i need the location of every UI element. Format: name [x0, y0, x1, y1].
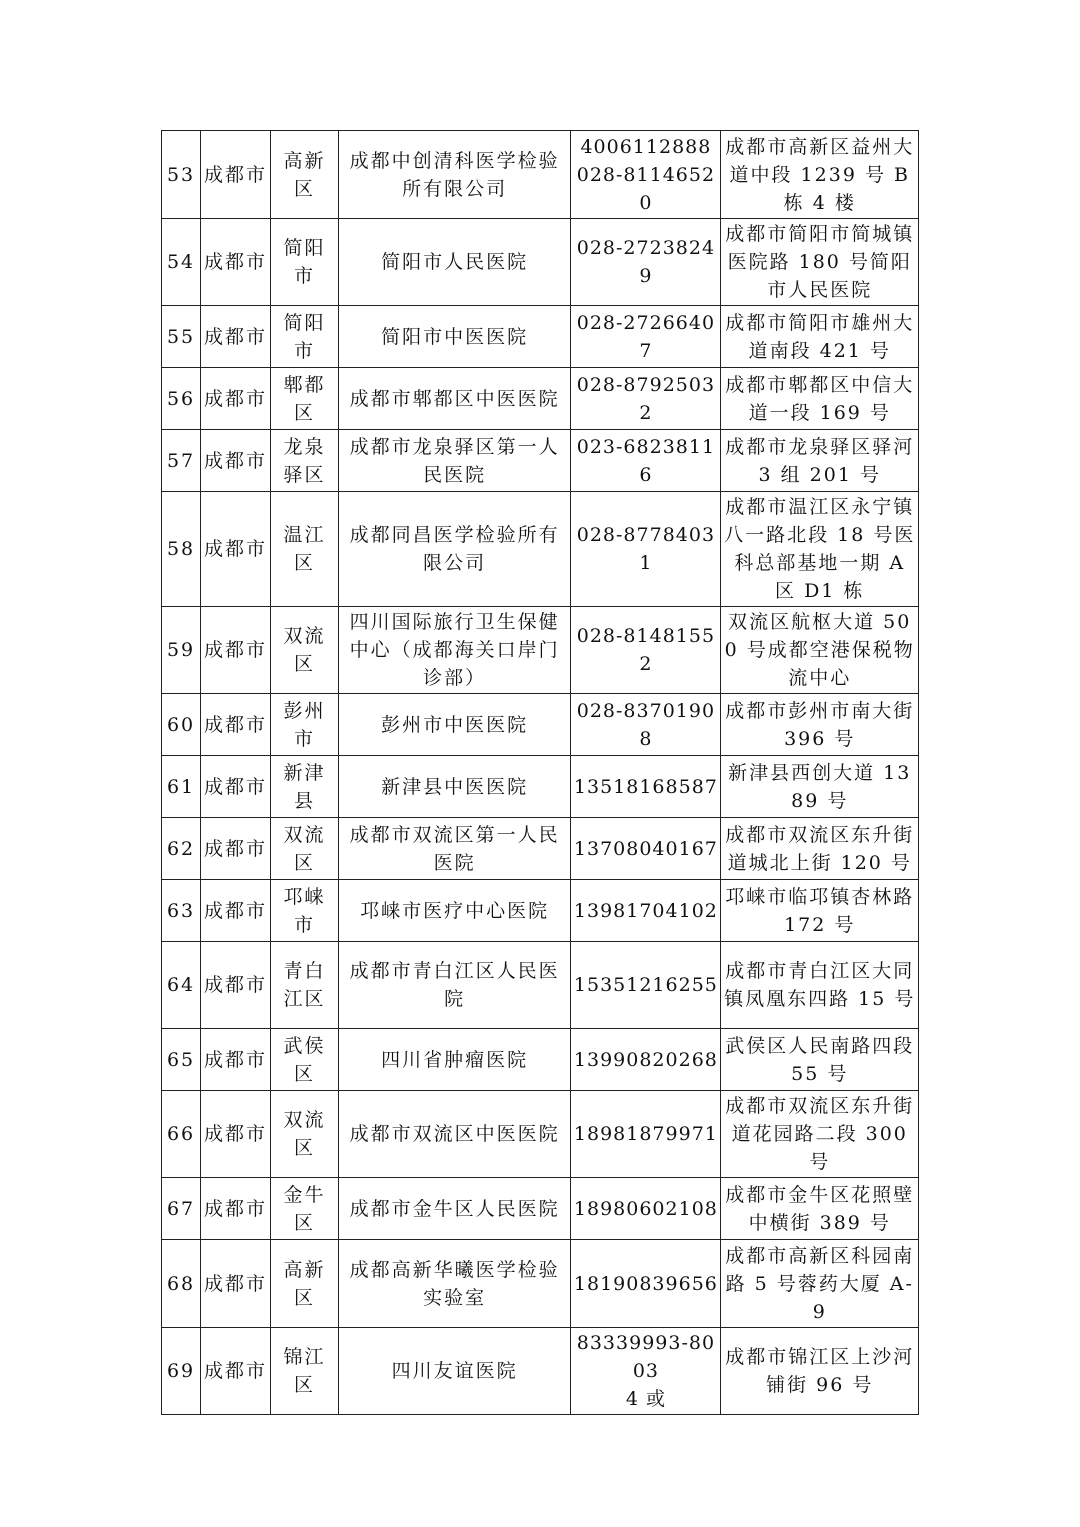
institution-name-cell: 邛崃市医疗中心医院	[338, 880, 570, 942]
district-cell: 青白江区	[271, 942, 339, 1029]
phone-number: 13708040167	[573, 837, 718, 860]
row-number-cell: 67	[162, 1178, 201, 1240]
district-cell: 彭州市	[271, 694, 339, 756]
row-number-cell: 59	[162, 607, 201, 694]
row-number-cell: 54	[162, 219, 201, 306]
district-cell: 简阳市	[271, 306, 339, 368]
city-cell: 成都市	[201, 1240, 271, 1328]
city-cell: 成都市	[201, 818, 271, 880]
district-cell: 双流区	[271, 607, 339, 694]
district-cell: 简阳市	[271, 219, 339, 306]
city-cell: 成都市	[201, 219, 271, 306]
address-cell: 成都市青白江区大同镇凤凰东四路 15 号	[721, 942, 919, 1029]
phone-cell	[571, 368, 721, 430]
phone-number: 4 或	[625, 1388, 666, 1410]
row-number-cell: 65	[162, 1029, 201, 1091]
address-cell: 成都市郫都区中信大道一段 169 号	[721, 368, 919, 430]
row-number-cell: 69	[162, 1328, 201, 1415]
district-cell: 温江区	[271, 492, 339, 607]
phone-number: 028-83701908	[576, 699, 716, 750]
address-cell: 成都市双流区东升街道花园路二段 300 号	[721, 1091, 919, 1178]
institution-name-cell: 简阳市人民医院	[338, 219, 570, 306]
city-cell: 成都市	[201, 131, 271, 219]
phone-cell	[571, 492, 721, 607]
address-cell: 邛崃市临邛镇杏林路 172 号	[721, 880, 919, 942]
table-row	[162, 1029, 919, 1091]
city-cell: 成都市	[201, 1091, 271, 1178]
row-number-cell: 68	[162, 1240, 201, 1328]
table-row	[162, 694, 919, 756]
district-cell: 高新区	[271, 1240, 339, 1328]
phone-cell	[571, 430, 721, 492]
institution-name-cell: 成都市双流区第一人民医院	[338, 818, 570, 880]
institution-name-cell: 四川国际旅行卫生保健中心（成都海关口岸门诊部）	[338, 607, 570, 694]
address-cell: 成都市金牛区花照壁中横街 389 号	[721, 1178, 919, 1240]
phone-number: 028-87784031	[576, 524, 716, 574]
phone-number: 83339993-8003	[576, 1332, 716, 1382]
city-cell: 成都市	[201, 607, 271, 694]
table-body	[162, 131, 919, 1415]
phone-cell	[571, 1328, 721, 1415]
table-row	[162, 942, 919, 1029]
phone-cell	[571, 694, 721, 756]
table-row	[162, 492, 919, 607]
city-cell: 成都市	[201, 942, 271, 1029]
district-cell: 新津县	[271, 756, 339, 818]
row-number-cell: 60	[162, 694, 201, 756]
city-cell: 成都市	[201, 368, 271, 430]
institution-name-cell: 四川省肿瘤医院	[338, 1029, 570, 1091]
address-cell: 新津县西创大道 1389 号	[721, 756, 919, 818]
table-row	[162, 1178, 919, 1240]
row-number-cell: 63	[162, 880, 201, 942]
address-cell: 武侯区人民南路四段 55 号	[721, 1029, 919, 1091]
institution-name-cell: 成都市双流区中医医院	[338, 1091, 570, 1178]
city-cell: 成都市	[201, 492, 271, 607]
phone-number: 18190839656	[573, 1272, 718, 1295]
row-number-cell: 66	[162, 1091, 201, 1178]
district-cell: 郫都区	[271, 368, 339, 430]
phone-number: 028-87925032	[576, 373, 716, 424]
district-cell: 邛崃市	[271, 880, 339, 942]
phone-number: 028-81481552	[576, 625, 716, 675]
address-cell: 成都市双流区东升街道城北上街 120 号	[721, 818, 919, 880]
phone-cell	[571, 131, 721, 219]
address-cell: 成都市简阳市雄州大道南段 421 号	[721, 306, 919, 368]
institution-name-cell: 成都中创清科医学检验所有限公司	[338, 131, 570, 219]
phone-cell	[571, 818, 721, 880]
table-row	[162, 1240, 919, 1328]
phone-number: 18980602108	[573, 1197, 718, 1220]
institution-name-cell: 简阳市中医医院	[338, 306, 570, 368]
table-row	[162, 306, 919, 368]
phone-cell	[571, 1029, 721, 1091]
row-number-cell: 64	[162, 942, 201, 1029]
phone-cell	[571, 219, 721, 306]
phone-cell	[571, 1091, 721, 1178]
city-cell: 成都市	[201, 880, 271, 942]
institution-name-cell: 新津县中医医院	[338, 756, 570, 818]
phone-cell	[571, 1240, 721, 1328]
district-cell: 龙泉驿区	[271, 430, 339, 492]
phone-cell	[571, 1178, 721, 1240]
city-cell: 成都市	[201, 1328, 271, 1415]
row-number-cell: 53	[162, 131, 201, 219]
address-cell: 成都市龙泉驿区驿河 3 组 201 号	[721, 430, 919, 492]
institution-name-cell: 成都市金牛区人民医院	[338, 1178, 570, 1240]
address-cell: 成都市温江区永宁镇八一路北段 18 号医科总部基地一期 A 区 D1 栋	[721, 492, 919, 607]
city-cell: 成都市	[201, 1029, 271, 1091]
city-cell: 成都市	[201, 694, 271, 756]
phone-number: 028-81146520	[576, 163, 716, 214]
institution-name-cell: 成都市青白江区人民医院	[338, 942, 570, 1029]
institution-name-cell: 四川友谊医院	[338, 1328, 570, 1415]
city-cell: 成都市	[201, 306, 271, 368]
institution-name-cell: 彭州市中医医院	[338, 694, 570, 756]
row-number-cell: 56	[162, 368, 201, 430]
row-number-cell: 58	[162, 492, 201, 607]
phone-number: 13518168587	[573, 775, 718, 798]
phone-number: 18981879971	[573, 1123, 718, 1145]
table-row	[162, 756, 919, 818]
phone-cell	[571, 880, 721, 942]
phone-number: 13990820268	[573, 1048, 718, 1071]
row-number-cell: 55	[162, 306, 201, 368]
district-cell: 武侯区	[271, 1029, 339, 1091]
district-cell: 高新区	[271, 131, 339, 219]
hospital-table	[161, 130, 919, 1415]
phone-number: 4006112888	[580, 135, 712, 158]
address-cell: 成都市彭州市南大街 396 号	[721, 694, 919, 756]
table-row	[162, 607, 919, 694]
address-cell: 成都市简阳市简城镇医院路 180 号简阳市人民医院	[721, 219, 919, 306]
row-number-cell: 61	[162, 756, 201, 818]
institution-name-cell: 成都市龙泉驿区第一人民医院	[338, 430, 570, 492]
institution-name-cell: 成都市郫都区中医医院	[338, 368, 570, 430]
district-cell: 双流区	[271, 1091, 339, 1178]
address-cell: 成都市高新区益州大道中段 1239 号 B 栋 4 楼	[721, 131, 919, 219]
phone-cell	[571, 607, 721, 694]
phone-number: 023-68238116	[576, 435, 716, 486]
address-cell: 成都市锦江区上沙河铺街 96 号	[721, 1328, 919, 1415]
phone-number: 15351216255	[573, 974, 718, 996]
address-cell: 成都市高新区科园南路 5 号蓉药大厦 A-9	[721, 1240, 919, 1328]
phone-cell	[571, 306, 721, 368]
table-row	[162, 131, 919, 219]
city-cell: 成都市	[201, 430, 271, 492]
row-number-cell: 57	[162, 430, 201, 492]
district-cell: 双流区	[271, 818, 339, 880]
table-row	[162, 1091, 919, 1178]
table-row	[162, 818, 919, 880]
table-row	[162, 368, 919, 430]
phone-cell	[571, 942, 721, 1029]
row-number-cell: 62	[162, 818, 201, 880]
institution-name-cell: 成都同昌医学检验所有限公司	[338, 492, 570, 607]
phone-number: 028-27238249	[576, 237, 716, 287]
phone-cell	[571, 756, 721, 818]
table-row	[162, 1328, 919, 1415]
phone-number: 028-27266407	[576, 311, 716, 362]
table-row	[162, 219, 919, 306]
district-cell: 金牛区	[271, 1178, 339, 1240]
institution-name-cell: 成都高新华曦医学检验实验室	[338, 1240, 570, 1328]
table-row	[162, 430, 919, 492]
city-cell: 成都市	[201, 1178, 271, 1240]
city-cell: 成都市	[201, 756, 271, 818]
district-cell: 锦江区	[271, 1328, 339, 1415]
table-row	[162, 880, 919, 942]
phone-number: 13981704102	[573, 899, 718, 922]
address-cell: 双流区航枢大道 500 号成都空港保税物流中心	[721, 607, 919, 694]
